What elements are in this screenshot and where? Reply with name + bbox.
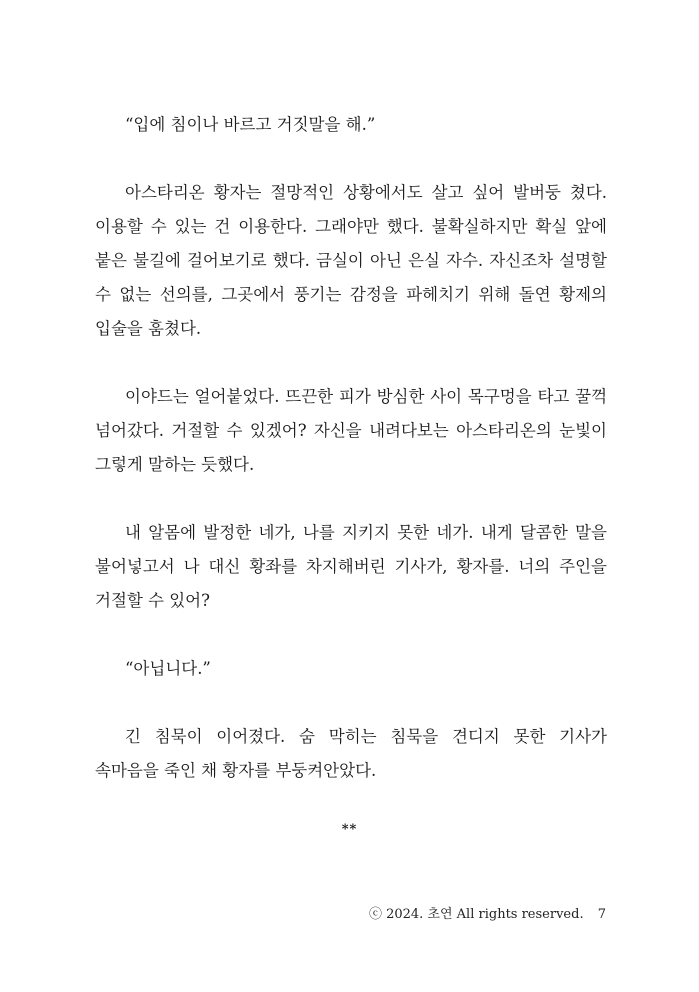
narrative-paragraph: 이야드는 얼어붙었다. 뜨끈한 피가 방심한 사이 목구멍을 타고 꿀꺽 넘어갔다. 거절할 수 있겠어? 자신을 내려다보는 아스타리온의 눈빛이 그렇게 말하는 듯했다.: [95, 387, 607, 474]
narrative-paragraph: 긴 침묵이 이어졌다. 숨 막히는 침묵을 견디지 못한 기사가 속마음을 죽인 채 황자를 부둥켜안았다.: [95, 727, 607, 780]
narrative-paragraph: 내 알몸에 발정한 네가, 나를 지키지 못한 네가. 내게 달콤한 말을 불어넣고서 나 대신 황좌를 차지해버린 기사가, 황자를. 너의 주인을 거절할 수 있어?: [95, 523, 607, 610]
dialogue-paragraph: “입에 침이나 바르고 거짓말을 해.”: [125, 115, 376, 134]
body-text: [95, 108, 607, 822]
page-footer: [369, 903, 606, 922]
page-number: 7: [597, 907, 606, 922]
copyright-notice: ⓒ 2024. 초연 All rights reserved.: [368, 907, 584, 922]
scene-break-ornament: **: [341, 822, 358, 837]
narrative-paragraph: 아스타리온 황자는 절망적인 상황에서도 살고 싶어 발버둥 쳤다. 이용할 수 있는 건 이용한다. 그래야만 했다. 불확실하지만 확실 앞에 붙은 불길에 걸어보기로 했다. 금실이 아닌 은실 자수. 자신조차 설명할 수 없는 선의를, 그곳에서 풍기는 감정을 파헤치기 위해 돌연 황제의 입술을 훔쳤다.: [95, 183, 607, 338]
dialogue-paragraph: “아닙니다.”: [125, 659, 211, 678]
